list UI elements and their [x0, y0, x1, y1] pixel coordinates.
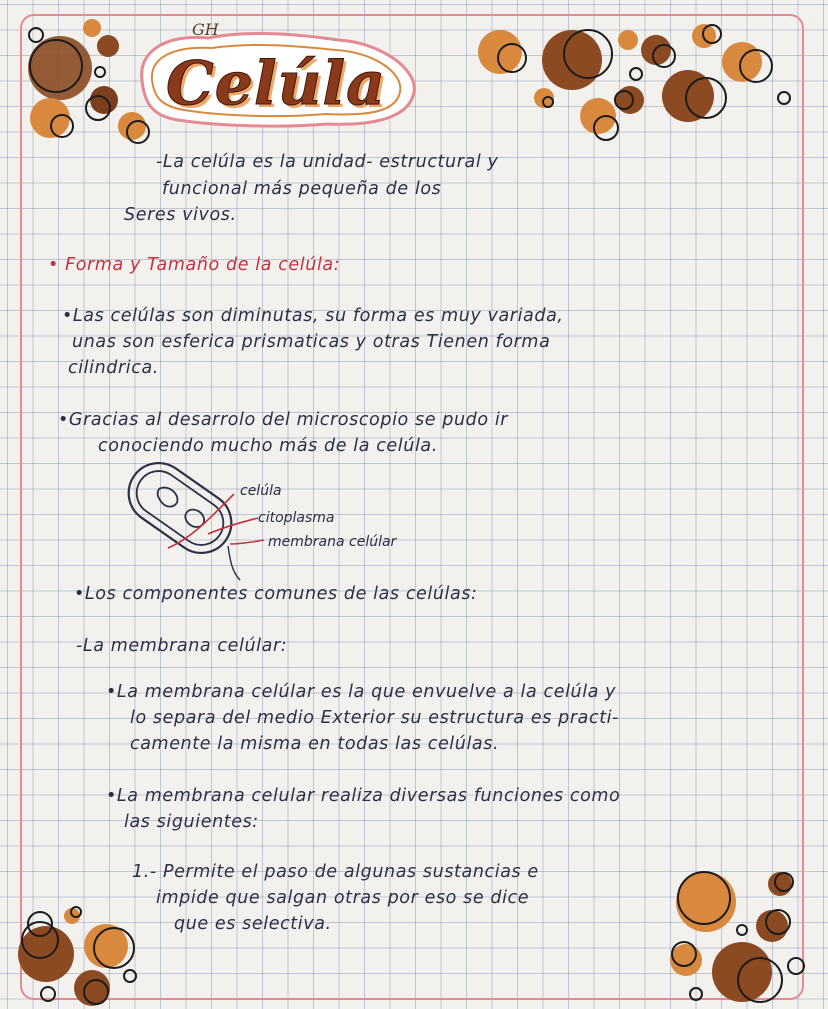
forma-line-1: •Las celúlas son diminutas, su forma es muy variada, [62, 306, 564, 326]
circles-bottom-right [670, 872, 804, 1002]
intro-line-2: funcional más pequeña de los [162, 179, 442, 199]
microscopio-line-1: •Gracias al desarrolo del microscopio se pudo ir [58, 410, 509, 430]
componentes-heading: •Los componentes comunes de las celúlas: [74, 584, 478, 604]
item-1-line-3: que es selectiva. [174, 914, 332, 934]
page-title: Celúla [165, 49, 386, 119]
section-heading-forma: • Forma y Tamaño de la celúla: [48, 255, 341, 275]
membrana-1-line-2: lo separa del medio Exterior su estructura es practi- [130, 708, 620, 728]
membrana-1-line-1: •La membrana celúlar es la que envuelve a la celúla y [106, 682, 617, 702]
microscopio-line-2: conociendo mucho más de la celúla. [98, 436, 438, 456]
diagram-label-membrana: membrana celúlar [268, 534, 397, 550]
forma-line-2: unas son esferica prismaticas y otras Tienen forma [72, 332, 551, 352]
diagram-label-citoplasma: citoplasma [258, 510, 335, 526]
membrana-heading: -La membrana celúlar: [76, 636, 288, 656]
membrana-2-line-2: las siguientes: [124, 812, 259, 832]
membrana-1-line-3: camente la misma en todas las celúlas. [130, 734, 500, 754]
diagram-label-celula: celúla [240, 483, 282, 499]
intro-line-1: -La celúla es la unidad- estructural y [156, 152, 499, 172]
title-banner [128, 20, 423, 132]
item-1-line-1: 1.- Permite el paso de algunas sustancias e [132, 862, 539, 882]
author-initials: GH [192, 20, 219, 39]
item-1-line-2: impide que salgan otras por eso se dice [156, 888, 530, 908]
cell-drawing [117, 456, 243, 565]
circles-bottom-left [18, 907, 136, 1006]
circles-top-right [478, 24, 790, 140]
forma-line-3: cilindrica. [68, 358, 159, 378]
membrana-2-line-1: •La membrana celular realiza diversas funciones como [106, 786, 621, 806]
intro-line-3: Seres vivos. [124, 205, 237, 225]
